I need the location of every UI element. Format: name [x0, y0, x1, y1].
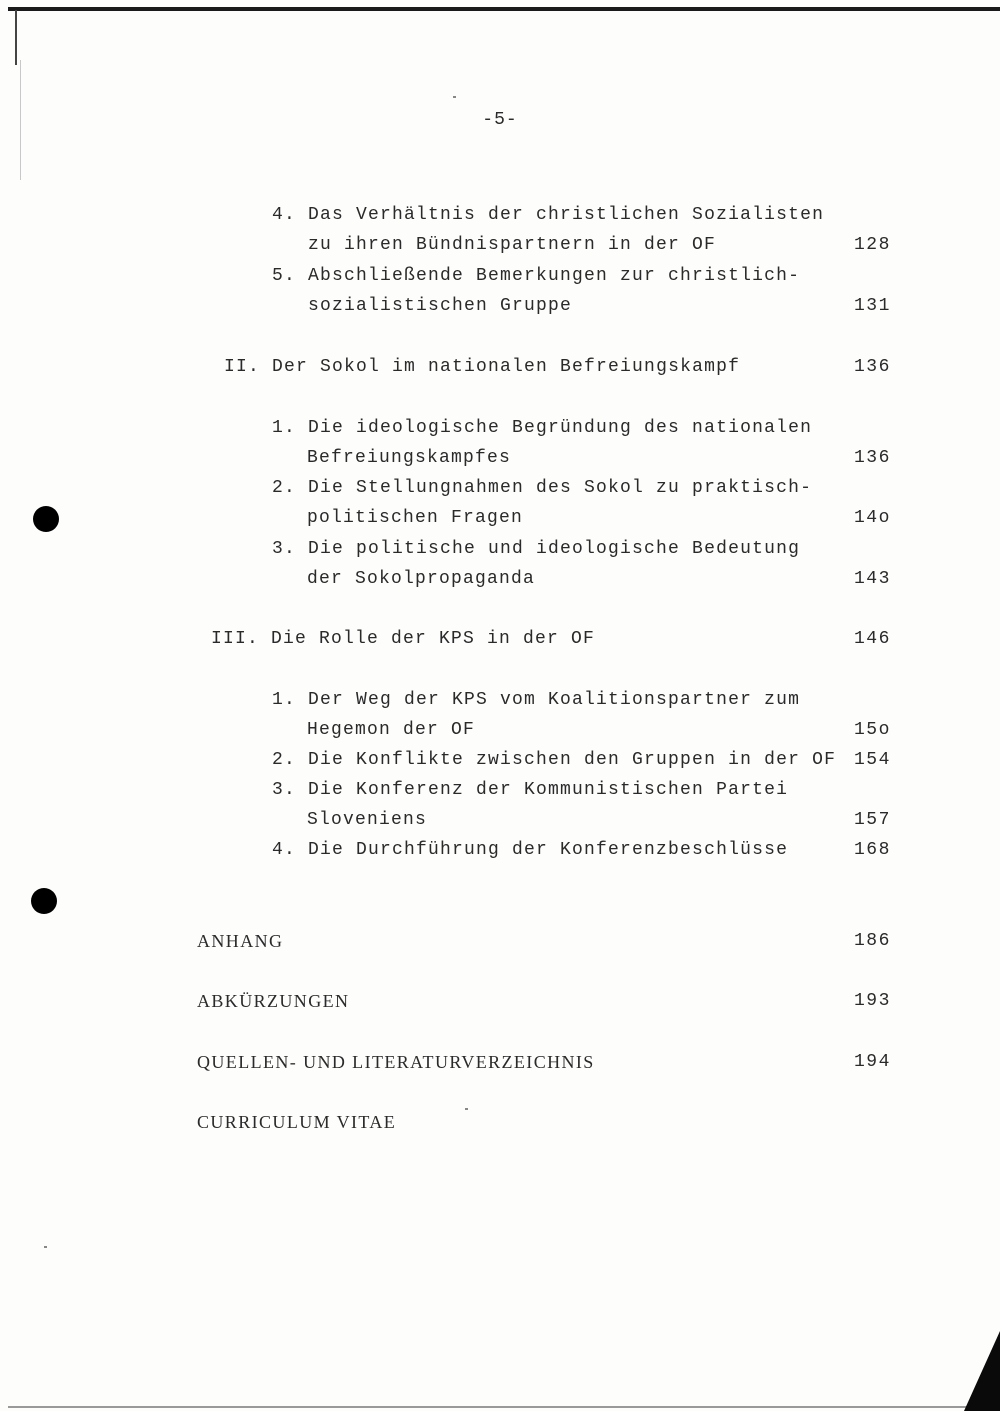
toc-entry-5-page: 131 — [854, 296, 891, 316]
toc-entry-III-1-title: 1. Der Weg der KPS vom Koalitionspartner zum — [272, 690, 801, 710]
punch-hole-lower — [31, 888, 57, 914]
toc-bibliography: QUELLEN- UND LITERATURVERZEICHNIS — [197, 1052, 595, 1072]
toc-chapter-III-page: 146 — [854, 629, 891, 649]
toc-chapter-II: II. Der Sokol im nationalen Befreiungskampf — [224, 357, 741, 377]
toc-entry-4-continuation: zu ihren Bündnispartnern in der OF — [308, 235, 717, 255]
toc-entry-III-3-page: 157 — [854, 810, 891, 830]
toc-entry-II-1-continuation: Befreiungskampfes — [307, 448, 512, 468]
folded-corner — [964, 1331, 1000, 1411]
toc-entry-II-2-page: 14o — [854, 508, 891, 528]
toc-chapter-III: III. Die Rolle der KPS in der OF — [211, 629, 596, 649]
toc-entry-4-title: 4. Das Verhältnis der christlichen Sozialisten — [272, 205, 825, 225]
toc-entry-II-2-continuation: politischen Fragen — [307, 508, 524, 528]
toc-entry-II-2-title: 2. Die Stellungnahmen des Sokol zu praktisch- — [272, 478, 813, 498]
page-number: -5- — [482, 110, 518, 130]
scan-speck — [44, 1246, 47, 1248]
toc-entry-III-3-title: 3. Die Konferenz der Kommunistischen Partei — [272, 780, 789, 800]
toc-entry-III-2-title: 2. Die Konflikte zwischen den Gruppen in der OF — [272, 750, 837, 770]
toc-abbreviations-page: 193 — [854, 991, 891, 1011]
bottom-scan-line — [8, 1406, 968, 1408]
scan-speck — [465, 1108, 468, 1110]
toc-entry-II-3-title: 3. Die politische und ideologische Bedeutung — [272, 539, 801, 559]
toc-abbreviations: ABKÜRZUNGEN — [197, 991, 350, 1011]
toc-entry-II-3-page: 143 — [854, 569, 891, 589]
toc-appendix-anhang-page: 186 — [854, 931, 891, 951]
left-scan-border — [15, 10, 17, 65]
toc-entry-III-1-continuation: Hegemon der OF — [307, 720, 476, 740]
toc-entry-5-continuation: sozialistischen Gruppe — [308, 296, 573, 316]
toc-entry-III-1-page: 15o — [854, 720, 891, 740]
top-scan-border — [8, 7, 1000, 11]
punch-hole-upper — [33, 506, 59, 532]
toc-curriculum-vitae: CURRICULUM VITAE — [197, 1112, 397, 1132]
toc-entry-III-4-page: 168 — [854, 840, 891, 860]
scan-speck — [453, 96, 456, 98]
toc-entry-II-3-continuation: der Sokolpropaganda — [307, 569, 536, 589]
toc-chapter-II-page: 136 — [854, 357, 891, 377]
toc-entry-III-2-page: 154 — [854, 750, 891, 770]
toc-entry-5-title: 5. Abschließende Bemerkungen zur christlich- — [272, 266, 801, 286]
toc-entry-II-1-page: 136 — [854, 448, 891, 468]
toc-bibliography-page: 194 — [854, 1052, 891, 1072]
toc-entry-4-page: 128 — [854, 235, 891, 255]
toc-entry-III-3-continuation: Sloveniens — [307, 810, 428, 830]
toc-entry-III-4-title: 4. Die Durchführung der Konferenzbeschlüsse — [272, 840, 789, 860]
toc-appendix-anhang: ANHANG — [197, 931, 284, 951]
toc-entry-II-1-title: 1. Die ideologische Begründung des nationalen — [272, 418, 813, 438]
